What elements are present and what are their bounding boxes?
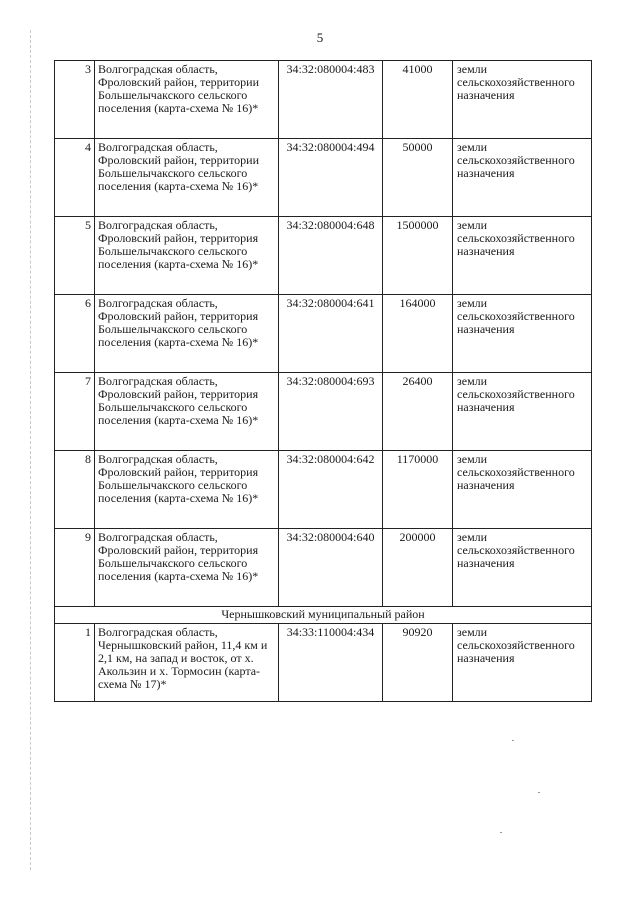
address-cell: Волгоградская область, Фроловский район, территория Большелычакского сельского поселения (карта-схема № 16)*: [95, 451, 279, 529]
scan-speck: [538, 792, 540, 793]
cadastral-number: 34:32:080004:648: [279, 217, 383, 295]
scan-speck: [512, 740, 514, 741]
area-value: 164000: [383, 295, 453, 373]
land-category: земли сельскохозяйственного назначения: [453, 295, 592, 373]
address-cell: Волгоградская область, Фроловский район, территория Большелычакского сельского поселения (карта-схема № 16)*: [95, 295, 279, 373]
scan-speck: [500, 832, 502, 833]
cadastral-number: 34:32:080004:483: [279, 61, 383, 139]
table-row: [55, 624, 592, 702]
address-cell: Волгоградская область, Чернышковский район, 11,4 км и 2,1 км, на запад и восток, от х. Акользин и х. Тормосин (карта-схема № 17)*: [95, 624, 279, 702]
row-number: 5: [55, 217, 95, 295]
row-number: 6: [55, 295, 95, 373]
address-cell: Волгоградская область, Фроловский район, территория Большелычакского сельского поселения (карта-схема № 16)*: [95, 373, 279, 451]
row-number: 8: [55, 451, 95, 529]
land-category: земли сельскохозяйственного назначения: [453, 529, 592, 607]
table-row: [55, 295, 592, 373]
area-value: 41000: [383, 61, 453, 139]
table-row: [55, 451, 592, 529]
section-title: Чернышковский муниципальный район: [55, 607, 592, 624]
land-category: земли сельскохозяйственного назначения: [453, 373, 592, 451]
cadastral-number: 34:32:080004:642: [279, 451, 383, 529]
page-number: 5: [316, 30, 324, 45]
cadastral-number: 34:32:080004:494: [279, 139, 383, 217]
address-cell: Волгоградская область, Фроловский район, территории Большелычакского сельского поселения (карта-схема № 16)*: [95, 61, 279, 139]
row-number: 9: [55, 529, 95, 607]
cadastral-number: 34:33:110004:434: [279, 624, 383, 702]
row-number: 1: [55, 624, 95, 702]
table-row: [55, 373, 592, 451]
section-header-row: [55, 607, 592, 624]
address-cell: Волгоградская область, Фроловский район, территории Большелычакского сельского поселения (карта-схема № 16)*: [95, 139, 279, 217]
address-cell: Волгоградская область, Фроловский район, территория Большелычакского сельского поселения (карта-схема № 16)*: [95, 529, 279, 607]
land-category: земли сельскохозяйственного назначения: [453, 217, 592, 295]
table-body: [55, 61, 592, 702]
cadastral-number: 34:32:080004:693: [279, 373, 383, 451]
land-category: земли сельскохозяйственного назначения: [453, 451, 592, 529]
land-category: земли сельскохозяйственного назначения: [453, 624, 592, 702]
table-row: [55, 139, 592, 217]
row-number: 4: [55, 139, 95, 217]
cadastral-number: 34:32:080004:641: [279, 295, 383, 373]
area-value: 1170000: [383, 451, 453, 529]
row-number: 7: [55, 373, 95, 451]
row-number: 3: [55, 61, 95, 139]
binding-margin-line: [30, 30, 31, 870]
land-category: земли сельскохозяйственного назначения: [453, 139, 592, 217]
area-value: 1500000: [383, 217, 453, 295]
land-plots-table: [54, 60, 592, 702]
table-row: [55, 217, 592, 295]
area-value: 50000: [383, 139, 453, 217]
area-value: 26400: [383, 373, 453, 451]
cadastral-number: 34:32:080004:640: [279, 529, 383, 607]
address-cell: Волгоградская область, Фроловский район, территория Большелычакского сельского поселения (карта-схема № 16)*: [95, 217, 279, 295]
area-value: 90920: [383, 624, 453, 702]
table-row: [55, 61, 592, 139]
area-value: 200000: [383, 529, 453, 607]
land-category: земли сельскохозяйственного назначения: [453, 61, 592, 139]
table-row: [55, 529, 592, 607]
